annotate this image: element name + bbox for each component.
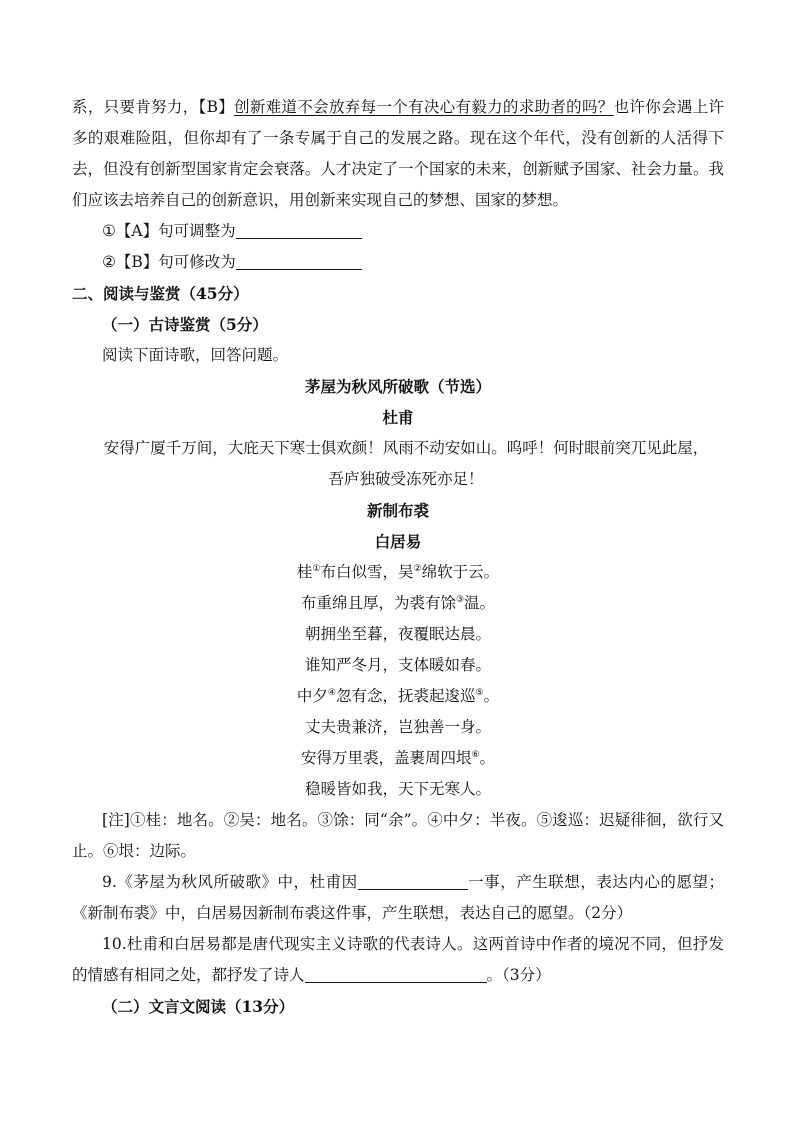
sentence-b-underlined: 创新难道不会放弃每一个有决心有毅力的求助者的吗？: [234, 98, 614, 116]
footnote-marker: ⑤: [475, 688, 484, 698]
question-a-line: [72, 216, 724, 247]
intro-text-a: 系，只要肯努力，【B】: [72, 98, 235, 116]
answer-blank-q10[interactable]: [305, 964, 487, 983]
poem2-line-4: 谁知严冬月，支体暖如春。: [304, 656, 491, 674]
footnote-marker: ②: [413, 564, 422, 574]
subsection-title-poetry: （一）古诗鉴赏（5分）: [102, 315, 268, 334]
footnote-marker: ③: [455, 595, 465, 605]
question-a-label: ①【A】句可调整为: [102, 222, 236, 240]
footnote-marker: ④: [327, 688, 336, 698]
poem2-line-6: 丈夫贵兼济，岂独善一身。: [304, 718, 491, 736]
answer-blank-a[interactable]: [236, 220, 362, 239]
document-page: [72, 92, 724, 1022]
question-9-text-a: 9.《茅屋为秋风所破歌》中，杜甫因: [102, 873, 358, 891]
question-10: [72, 929, 724, 991]
subsection-title-classical: （二）文言文阅读（13分）: [102, 997, 295, 1016]
poem2-line-5: 中夕④忽有念，抚裘起逡巡⑤。: [296, 687, 500, 705]
poem2-author: 白居易: [374, 532, 422, 551]
poem2-title: 新制布裘: [366, 501, 429, 520]
intro-text-c: 也许你会遇上许多的艰难险阻，但你却有了一条专属于自己的发展之路。现在这个年代，没有创新的人活得下去，但没有创新型国家肯定会衰落。人才决定了一个国家的未来，创新赋予国家、社会力量。我们应该去培养自己的创新意识，用创新来实现自己的梦想、国家的梦想。: [72, 98, 724, 209]
poem2-line-2: 布重绵且厚，为裘有馀③温。: [300, 594, 496, 612]
question-10-text-a: 10.杜甫和白居易都是唐代现实主义诗歌的代表诗人。这两首诗中作者的境况不同，但抒发的情感有相同之处，都抒发了诗人: [72, 935, 724, 984]
poem2-line-3: 朝拥坐至暮，夜覆眠达晨。: [304, 625, 491, 643]
poem1-title: 茅屋为秋风所破歌（节选）: [304, 377, 491, 396]
question-b-line: [72, 247, 724, 278]
intro-paragraph: [72, 92, 724, 216]
footnote-marker: ①: [312, 564, 321, 574]
poem-notes: [注]①桂：地名。②吴：地名。③馀：同“余”。④中夕：半夜。⑤逡巡：迟疑徘徊，欲行又止。⑥垠：边际。: [72, 811, 724, 860]
footnote-marker: ⑥: [471, 750, 480, 760]
question-9-text-b: 一事，产生联想，表达内心的愿望；《新制布裘》中，白居易因新制布裘这件事，产生联想，表达自己的愿望。（2分）: [72, 873, 724, 922]
answer-blank-b[interactable]: [236, 251, 362, 270]
question-b-label: ②【B】句可修改为: [102, 253, 236, 271]
question-9: [72, 867, 724, 929]
instruction-text: 阅读下面诗歌，回答问题。: [102, 346, 289, 364]
question-10-text-b: 。（3分）: [486, 966, 551, 984]
section-title: 二、阅读与鉴赏（45分）: [72, 284, 249, 303]
answer-blank-q9[interactable]: [358, 871, 468, 890]
poem1-text: 安得广厦千万间，大庇天下寒士俱欢颜！风雨不动安如山。呜呼！何时眼前突兀见此屋，吾庐独破受冻死亦足！: [103, 439, 709, 488]
poem2-line-1: 桂①布白似雪，吴②绵软于云。: [296, 563, 500, 581]
poem2-line-7: 安得万里裘，盖裹周四垠⑥。: [300, 749, 496, 767]
poem1-author: 杜甫: [382, 408, 414, 427]
poem2-line-8: 稳暖皆如我，天下无寒人。: [304, 780, 491, 798]
